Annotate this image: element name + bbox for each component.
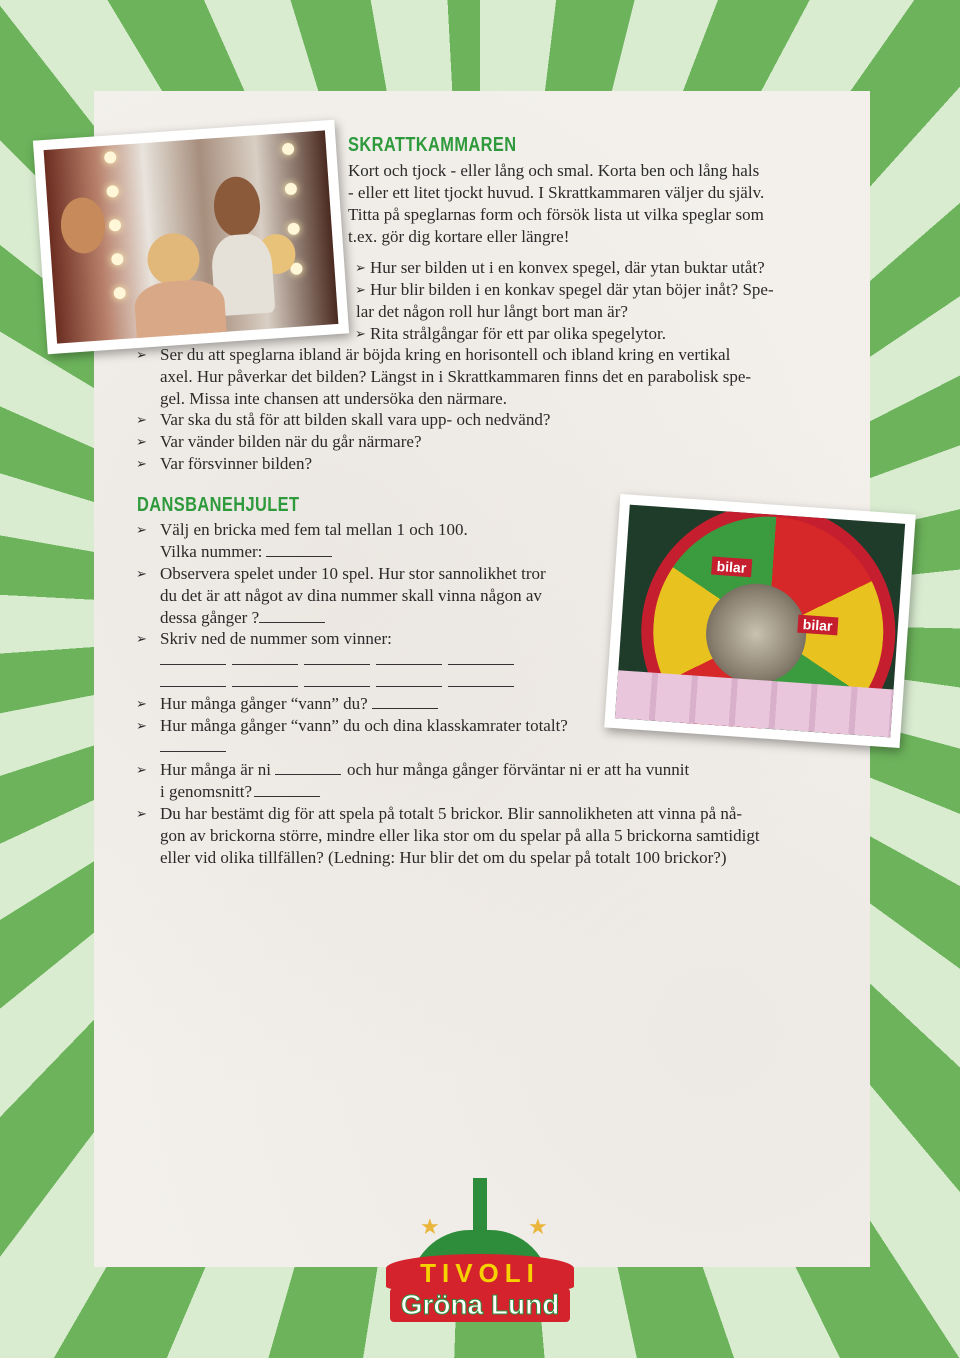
- question-item: ➢ Du har bestämt dig för att spela på totalt 5 brickor. Blir sannolikheten att vinna på nå-: [136, 804, 743, 823]
- question-continuation: gon av brickorna större, mindre eller lika stor om du spelar på alla 5 brickorna samtidigt: [160, 826, 760, 845]
- star-icon: ★: [420, 1214, 440, 1239]
- intro-line: Titta på speglarnas form och försök lista ut vilka speglar som: [348, 205, 764, 224]
- arrow-bullet-icon: ➢: [136, 412, 147, 427]
- question-continuation: lar det någon roll hur långt bort man är?: [356, 302, 628, 321]
- arrow-bullet-icon: ➢: [136, 456, 147, 471]
- arrow-bullet-icon: ➢: [136, 762, 147, 777]
- question-item: ➢ Hur många gånger “vann” du och dina klasskamrater totalt?: [136, 716, 568, 735]
- dance-wheel-image: [615, 505, 905, 738]
- logo-tivoli-banner: TIVOLI: [386, 1254, 574, 1290]
- question-item: ➢ Välj en bricka med fem tal mellan 1 och 100.: [136, 520, 468, 539]
- mirror-bulb: [109, 219, 122, 232]
- question-item: ➢ Rita strålgångar för ett par olika spegelytor.: [355, 324, 666, 343]
- arrow-bullet-icon: ➢: [136, 806, 147, 821]
- question-continuation: dessa gånger ?: [160, 607, 325, 629]
- answer-blank[interactable]: [448, 673, 514, 687]
- star-icon: ★: [528, 1214, 548, 1239]
- answer-blank[interactable]: [232, 673, 298, 687]
- answer-blank[interactable]: [266, 542, 332, 557]
- answer-blank[interactable]: [376, 651, 442, 665]
- bilar-badge: bilar: [711, 557, 752, 578]
- question-item: ➢ Observera spelet under 10 spel. Hur stor sannolikhet tror: [136, 564, 546, 583]
- mirror-bulb: [282, 143, 295, 156]
- question-item: ➢ Var ska du stå för att bilden skall vara upp- och nedvänd?: [136, 410, 551, 429]
- answer-blank[interactable]: [275, 760, 341, 775]
- question-continuation: eller vid olika tillfällen? (Ledning: Hur blir det om du spelar på totalt 100 brickor?): [160, 848, 727, 867]
- question-item: ➢ Hur många gånger “vann” du?: [160, 693, 438, 715]
- question-item: ➢ Var vänder bilden när du går närmare?: [136, 432, 422, 451]
- numbers-line: Vilka nummer:: [160, 541, 332, 563]
- arrow-bullet-icon: ➢: [355, 282, 366, 297]
- arrow-bullet-icon: ➢: [136, 696, 147, 711]
- arrow-bullet-icon: ➢: [136, 718, 147, 733]
- tivoli-grona-lund-logo: [380, 1170, 580, 1330]
- answer-blank[interactable]: [376, 673, 442, 687]
- answer-blank[interactable]: [259, 608, 325, 623]
- answer-blank[interactable]: [160, 673, 226, 687]
- intro-line: Kort och tjock - eller lång och smal. Korta ben och lång hals: [348, 161, 760, 180]
- child-head: [146, 232, 202, 288]
- winning-numbers-row: [160, 673, 514, 687]
- question-item: ➢ Hur blir bilden i en konkav spegel där ytan böjer inåt? Spe-: [355, 280, 774, 299]
- section-title-dansbanehjulet: DANSBANEHJULET: [137, 494, 300, 516]
- intro-line: - eller ett litet tjockt huvud. I Skrattkammaren väljer du själv.: [348, 183, 765, 202]
- answer-blank[interactable]: [448, 651, 514, 665]
- arrow-bullet-icon: ➢: [136, 434, 147, 449]
- answer-blank[interactable]: [304, 651, 370, 665]
- question-item: ➢ Var försvinner bilden?: [136, 454, 313, 473]
- arrow-bullet-icon: ➢: [136, 631, 147, 646]
- mirror-bulb: [106, 185, 119, 198]
- dance-wheel-photo: [604, 494, 916, 748]
- mirror-bulb: [113, 287, 126, 300]
- question-item: ➢ Hur ser bilden ut i en konvex spegel, där ytan buktar utåt?: [355, 258, 765, 277]
- answer-blank[interactable]: [160, 737, 226, 752]
- answer-blank[interactable]: [254, 782, 320, 797]
- arrow-bullet-icon: ➢: [355, 326, 366, 341]
- mirror-room-image: [44, 130, 339, 343]
- child-body: [133, 278, 227, 344]
- mirror-bulb: [287, 222, 300, 235]
- question-item: ➢ Ser du att speglarna ibland är böjda kring en horisontell och ibland kring en vertikal: [136, 345, 731, 364]
- answer-blank[interactable]: [160, 651, 226, 665]
- question-continuation: i genomsnitt?: [160, 781, 320, 803]
- winning-numbers-row: [160, 651, 514, 665]
- question-item: ➢ Skriv ned de nummer som vinner:: [136, 629, 392, 648]
- answer-blank[interactable]: [304, 673, 370, 687]
- arrow-bullet-icon: ➢: [355, 260, 366, 275]
- arrow-bullet-icon: ➢: [136, 347, 147, 362]
- answer-blank[interactable]: [232, 651, 298, 665]
- mirror-bulb: [111, 253, 124, 266]
- question-continuation: axel. Hur påverkar det bilden? Längst in i Skrattkammaren finns det en parabolisk spe-: [160, 367, 752, 386]
- mirror-room-photo: [33, 120, 349, 355]
- intro-line: t.ex. gör dig kortare eller längre!: [348, 227, 570, 246]
- bilar-badge: bilar: [797, 615, 838, 636]
- logo-name: Gröna Lund: [390, 1288, 570, 1322]
- mirror-bulb: [104, 151, 117, 164]
- section-title-skrattkammaren: SKRATTKAMMAREN: [348, 134, 517, 156]
- question-continuation: du det är att något av dina nummer skall vinna någon av: [160, 586, 542, 605]
- arrow-bullet-icon: ➢: [136, 566, 147, 581]
- question-item: ➢ Hur många är ni och hur många gånger förväntar ni er att ha vunnit: [136, 760, 690, 779]
- reflection-head: [212, 175, 262, 238]
- question-continuation: gel. Missa inte chansen att undersöka den närmare.: [160, 389, 507, 408]
- child-head: [59, 196, 107, 255]
- mirror-bulb: [284, 183, 297, 196]
- arrow-bullet-icon: ➢: [136, 522, 147, 537]
- answer-blank[interactable]: [372, 694, 438, 709]
